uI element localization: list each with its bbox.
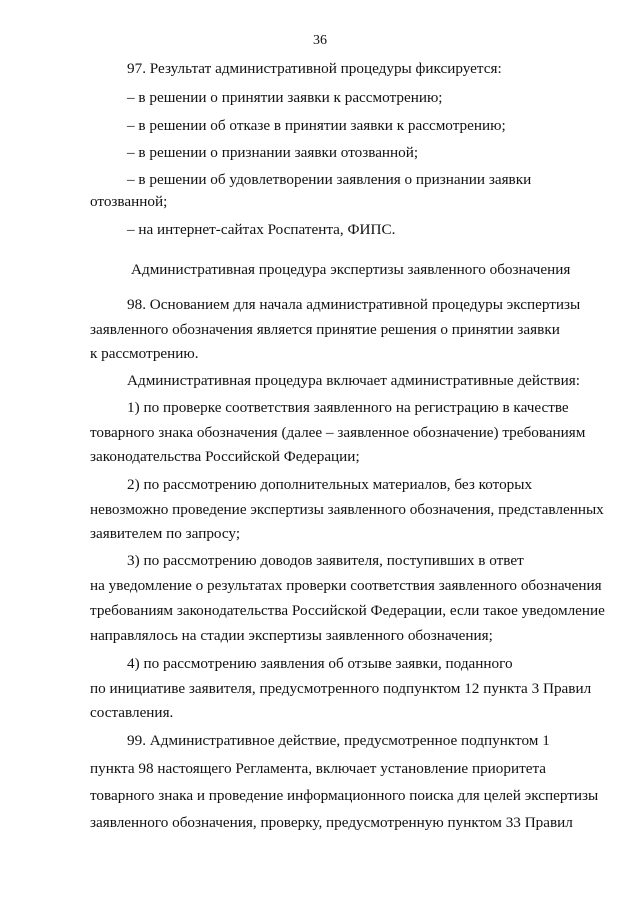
- page-number: 36: [313, 33, 327, 48]
- text-line: – в решении об удовлетворении заявления о признании заявки: [127, 171, 532, 188]
- list-item: [127, 170, 605, 189]
- text-line: пункта 98 настоящего Регламента, включает установление приоритета: [90, 760, 547, 777]
- text-line: 3) по рассмотрению доводов заявителя, поступивших в ответ: [127, 552, 524, 569]
- text-line: 98. Основанием для начала административной процедуры экспертизы: [127, 296, 581, 313]
- text-line: заявленного обозначения, проверку, предусмотренную пунктом 33 Правил: [90, 814, 573, 831]
- text-line: по инициативе заявителя, предусмотренного подпунктом 12 пункта 3 Правил: [90, 680, 592, 697]
- text-line: направлялось на стадии экспертизы заявленного обозначения;: [90, 627, 493, 644]
- text-line: 2) по рассмотрению дополнительных материалов, без которых: [127, 476, 533, 493]
- text-line: составления.: [90, 704, 174, 721]
- text-line: 99. Административное действие, предусмотренное подпунктом 1: [127, 732, 550, 749]
- text-line: Административная процедура включает административные действия:: [127, 372, 580, 389]
- text-line: 4) по рассмотрению заявления об отзыве заявки, поданного: [127, 655, 513, 672]
- text-line: заявителем по запросу;: [90, 525, 241, 542]
- list-item: – в решении о принятии заявки к рассмотрению;: [127, 89, 443, 106]
- text-line: отозванной;: [90, 193, 168, 210]
- text-line: невозможно проведение экспертизы заявленного обозначения, представленных: [90, 501, 604, 518]
- paragraph-97-heading: 97. Результат административной процедуры фиксируется:: [127, 60, 502, 77]
- text-line: законодательства Российской Федерации;: [90, 448, 360, 465]
- section-heading: Административная процедура экспертизы заявленного обозначения: [131, 261, 571, 278]
- list-item: – на интернет-сайтах Роспатента, ФИПС.: [127, 221, 396, 238]
- text-line: 1) по проверке соответствия заявленного на регистрацию в качестве: [127, 399, 569, 416]
- text-line: на уведомление о результатах проверки соответствия заявленного обозначения: [90, 577, 602, 594]
- list-item: – в решении об отказе в принятии заявки к рассмотрению;: [127, 117, 506, 134]
- text-line: заявленного обозначения является принятие решения о принятии заявки: [90, 321, 560, 338]
- text-line: товарного знака и проведение информационного поиска для целей экспертизы: [90, 787, 599, 804]
- text-line: требованиям законодательства Российской Федерации, если такое уведомление: [90, 602, 605, 619]
- list-item: – в решении о признании заявки отозванной;: [127, 144, 419, 161]
- text-line: товарного знака обозначения (далее – заявленное обозначение) требованиям: [90, 424, 586, 441]
- text-line: к рассмотрению.: [90, 345, 199, 362]
